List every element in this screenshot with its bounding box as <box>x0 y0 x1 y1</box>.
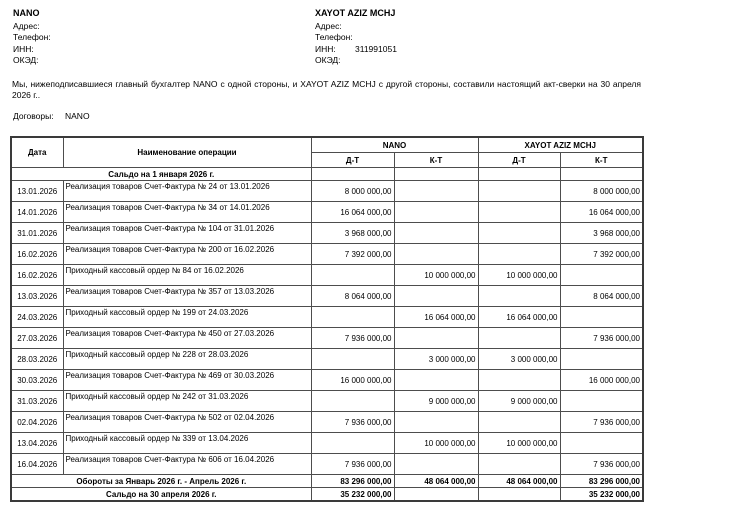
address-label: Адрес: <box>13 21 40 31</box>
cell-party1-credit <box>394 286 478 307</box>
header-party2-credit: К-Т <box>560 153 643 168</box>
cell-operation: Реализация товаров Счет-Фактура № 469 от 30.03.2026 <box>63 370 311 391</box>
turnover-party1-credit: 48 064 000,00 <box>394 475 478 488</box>
operation-row <box>11 349 643 370</box>
cell-party2-credit: 7 936 000,00 <box>560 328 643 349</box>
cell-party2-credit: 16 064 000,00 <box>560 202 643 223</box>
inn-label: ИНН: <box>13 43 34 54</box>
cell-date: 16.04.2026 <box>11 454 63 475</box>
contracts-line <box>13 111 90 121</box>
cell-party1-debit: 7 936 000,00 <box>311 412 394 433</box>
cell-party2-debit: 3 000 000,00 <box>478 349 560 370</box>
cell-party1-credit: 10 000 000,00 <box>394 433 478 454</box>
header-party2-debit: Д-Т <box>478 153 560 168</box>
turnover-row <box>11 475 643 488</box>
cell-party2-debit <box>478 223 560 244</box>
cell-operation: Реализация товаров Счет-Фактура № 606 от 16.04.2026 <box>63 454 311 475</box>
contracts-value: NANO <box>65 111 90 121</box>
cell-party1-credit <box>394 370 478 391</box>
company-name-left: NANO <box>13 8 40 18</box>
cell-operation: Реализация товаров Счет-Фактура № 450 от 27.03.2026 <box>63 328 311 349</box>
header-row-groups <box>11 137 643 153</box>
cell-date: 31.01.2026 <box>11 223 63 244</box>
opening-balance-label: Сальдо на 1 января 2026 г. <box>11 168 311 181</box>
company-block-right <box>315 7 397 67</box>
intro-paragraph: Мы, нижеподписавшиеся главный бухгалтер NANO с одной стороны, и XAYOT AZIZ MCHJ с другой стороны, составили настоящий акт-сверки на 30 апреля 2026 г.. <box>12 79 641 100</box>
cell-date: 13.04.2026 <box>11 433 63 454</box>
operation-row <box>11 433 643 454</box>
cell-date: 16.02.2026 <box>11 244 63 265</box>
operation-row <box>11 265 643 286</box>
cell-date: 28.03.2026 <box>11 349 63 370</box>
turnover-label: Обороты за Январь 2026 г. - Апрель 2026 г. <box>11 475 311 488</box>
cell-party1-debit: 16 000 000,00 <box>311 370 394 391</box>
operation-row <box>11 181 643 202</box>
cell-operation: Реализация товаров Счет-Фактура № 34 от 14.01.2026 <box>63 202 311 223</box>
operation-row <box>11 286 643 307</box>
cell-party1-debit <box>311 307 394 328</box>
cell-party1-debit: 7 936 000,00 <box>311 328 394 349</box>
operation-row <box>11 391 643 412</box>
opening-balance-row <box>11 168 643 181</box>
cell-party2-credit: 7 392 000,00 <box>560 244 643 265</box>
cell-party2-credit <box>560 307 643 328</box>
cell-party2-debit <box>478 328 560 349</box>
operation-row <box>11 202 643 223</box>
phone-row-right <box>315 32 397 43</box>
cell-date: 02.04.2026 <box>11 412 63 433</box>
cell-party2-credit: 3 968 000,00 <box>560 223 643 244</box>
inn-row-left <box>13 44 53 55</box>
cell-party1-credit <box>394 202 478 223</box>
cell-party1-debit <box>311 265 394 286</box>
cell-date: 13.03.2026 <box>11 286 63 307</box>
cell-party1-credit <box>394 454 478 475</box>
oked-label: ОКЭД: <box>315 55 341 66</box>
opening-balance-party2-credit <box>560 168 643 181</box>
cell-party2-credit: 7 936 000,00 <box>560 412 643 433</box>
cell-date: 31.03.2026 <box>11 391 63 412</box>
cell-party1-debit: 7 392 000,00 <box>311 244 394 265</box>
address-row-left <box>13 21 53 32</box>
cell-party1-debit: 8 064 000,00 <box>311 286 394 307</box>
cell-party2-credit <box>560 265 643 286</box>
cell-party2-debit: 10 000 000,00 <box>478 265 560 286</box>
cell-date: 16.02.2026 <box>11 265 63 286</box>
operation-row <box>11 454 643 475</box>
operation-row <box>11 412 643 433</box>
cell-operation: Приходный кассовый ордер № 339 от 13.04.2026 <box>63 433 311 454</box>
cell-party1-credit <box>394 328 478 349</box>
cell-party1-debit: 16 064 000,00 <box>311 202 394 223</box>
table-body <box>11 168 643 502</box>
oked-label: ОКЭД: <box>13 55 39 66</box>
cell-operation: Приходный кассовый ордер № 84 от 16.02.2026 <box>63 265 311 286</box>
opening-balance-party1-credit <box>394 168 478 181</box>
cell-party1-debit: 3 968 000,00 <box>311 223 394 244</box>
cell-party2-credit <box>560 433 643 454</box>
cell-date: 24.03.2026 <box>11 307 63 328</box>
closing-balance-row <box>11 488 643 502</box>
cell-party2-credit: 7 936 000,00 <box>560 454 643 475</box>
cell-party1-debit <box>311 391 394 412</box>
reconciliation-table <box>10 136 644 502</box>
cell-party1-credit: 9 000 000,00 <box>394 391 478 412</box>
inn-value: 311991051 <box>355 43 397 54</box>
operation-row <box>11 328 643 349</box>
cell-party2-debit <box>478 412 560 433</box>
cell-operation: Реализация товаров Счет-Фактура № 104 от 31.01.2026 <box>63 223 311 244</box>
header-operation: Наименование операции <box>63 137 311 168</box>
closing-balance-label: Сальдо на 30 апреля 2026 г. <box>11 488 311 502</box>
phone-row-left <box>13 32 53 43</box>
inn-label: ИНН: <box>315 43 336 54</box>
operation-row <box>11 223 643 244</box>
cell-date: 30.03.2026 <box>11 370 63 391</box>
oked-row-left <box>13 55 53 66</box>
phone-label: Телефон: <box>315 32 353 43</box>
cell-operation: Приходный кассовый ордер № 199 от 24.03.2026 <box>63 307 311 328</box>
closing-balance-party1-debit: 35 232 000,00 <box>311 488 394 502</box>
cell-party1-debit: 7 936 000,00 <box>311 454 394 475</box>
cell-party2-debit: 9 000 000,00 <box>478 391 560 412</box>
company-block-left <box>13 7 53 67</box>
closing-balance-party1-credit <box>394 488 478 502</box>
address-row-right <box>315 21 397 32</box>
cell-date: 27.03.2026 <box>11 328 63 349</box>
cell-party1-credit <box>394 223 478 244</box>
oked-row-right <box>315 55 397 66</box>
operation-row <box>11 307 643 328</box>
cell-party2-credit <box>560 349 643 370</box>
operation-row <box>11 244 643 265</box>
cell-date: 14.01.2026 <box>11 202 63 223</box>
cell-party1-debit: 8 000 000,00 <box>311 181 394 202</box>
cell-party1-credit: 3 000 000,00 <box>394 349 478 370</box>
company-name-right: XAYOT AZIZ MCHJ <box>315 8 396 18</box>
cell-party2-debit <box>478 202 560 223</box>
cell-party2-debit <box>478 181 560 202</box>
turnover-party2-debit: 48 064 000,00 <box>478 475 560 488</box>
cell-operation: Реализация товаров Счет-Фактура № 24 от 13.01.2026 <box>63 181 311 202</box>
inn-row-right <box>315 44 397 55</box>
cell-party1-debit <box>311 349 394 370</box>
cell-operation: Приходный кассовый ордер № 242 от 31.03.2026 <box>63 391 311 412</box>
cell-operation: Реализация товаров Счет-Фактура № 200 от 16.02.2026 <box>63 244 311 265</box>
opening-balance-party2-debit <box>478 168 560 181</box>
cell-date: 13.01.2026 <box>11 181 63 202</box>
operation-row <box>11 370 643 391</box>
cell-party2-debit <box>478 370 560 391</box>
turnover-party1-debit: 83 296 000,00 <box>311 475 394 488</box>
header-party1: NANO <box>311 137 478 153</box>
header-party1-credit: К-Т <box>394 153 478 168</box>
cell-party2-credit: 8 000 000,00 <box>560 181 643 202</box>
cell-party2-debit <box>478 286 560 307</box>
cell-operation: Реализация товаров Счет-Фактура № 502 от 02.04.2026 <box>63 412 311 433</box>
cell-party2-credit: 8 064 000,00 <box>560 286 643 307</box>
closing-balance-party2-credit: 35 232 000,00 <box>560 488 643 502</box>
header-party1-debit: Д-Т <box>311 153 394 168</box>
cell-operation: Реализация товаров Счет-Фактура № 357 от 13.03.2026 <box>63 286 311 307</box>
cell-party1-credit <box>394 244 478 265</box>
phone-label: Телефон: <box>13 32 51 43</box>
cell-party2-credit <box>560 391 643 412</box>
header-date: Дата <box>11 137 63 168</box>
turnover-party2-credit: 83 296 000,00 <box>560 475 643 488</box>
header-party2: XAYOT AZIZ MCHJ <box>478 137 643 153</box>
cell-party1-credit: 16 064 000,00 <box>394 307 478 328</box>
cell-party1-debit <box>311 433 394 454</box>
cell-party1-credit <box>394 181 478 202</box>
address-label: Адрес: <box>315 21 342 31</box>
table-header <box>11 137 643 168</box>
cell-party1-credit: 10 000 000,00 <box>394 265 478 286</box>
cell-party2-debit: 16 064 000,00 <box>478 307 560 328</box>
cell-party2-debit <box>478 454 560 475</box>
cell-operation: Приходный кассовый ордер № 228 от 28.03.2026 <box>63 349 311 370</box>
closing-balance-party2-debit <box>478 488 560 502</box>
contracts-label: Договоры: <box>13 111 54 121</box>
cell-party1-credit <box>394 412 478 433</box>
cell-party2-debit <box>478 244 560 265</box>
cell-party2-credit: 16 000 000,00 <box>560 370 643 391</box>
cell-party2-debit: 10 000 000,00 <box>478 433 560 454</box>
opening-balance-party1-debit <box>311 168 394 181</box>
